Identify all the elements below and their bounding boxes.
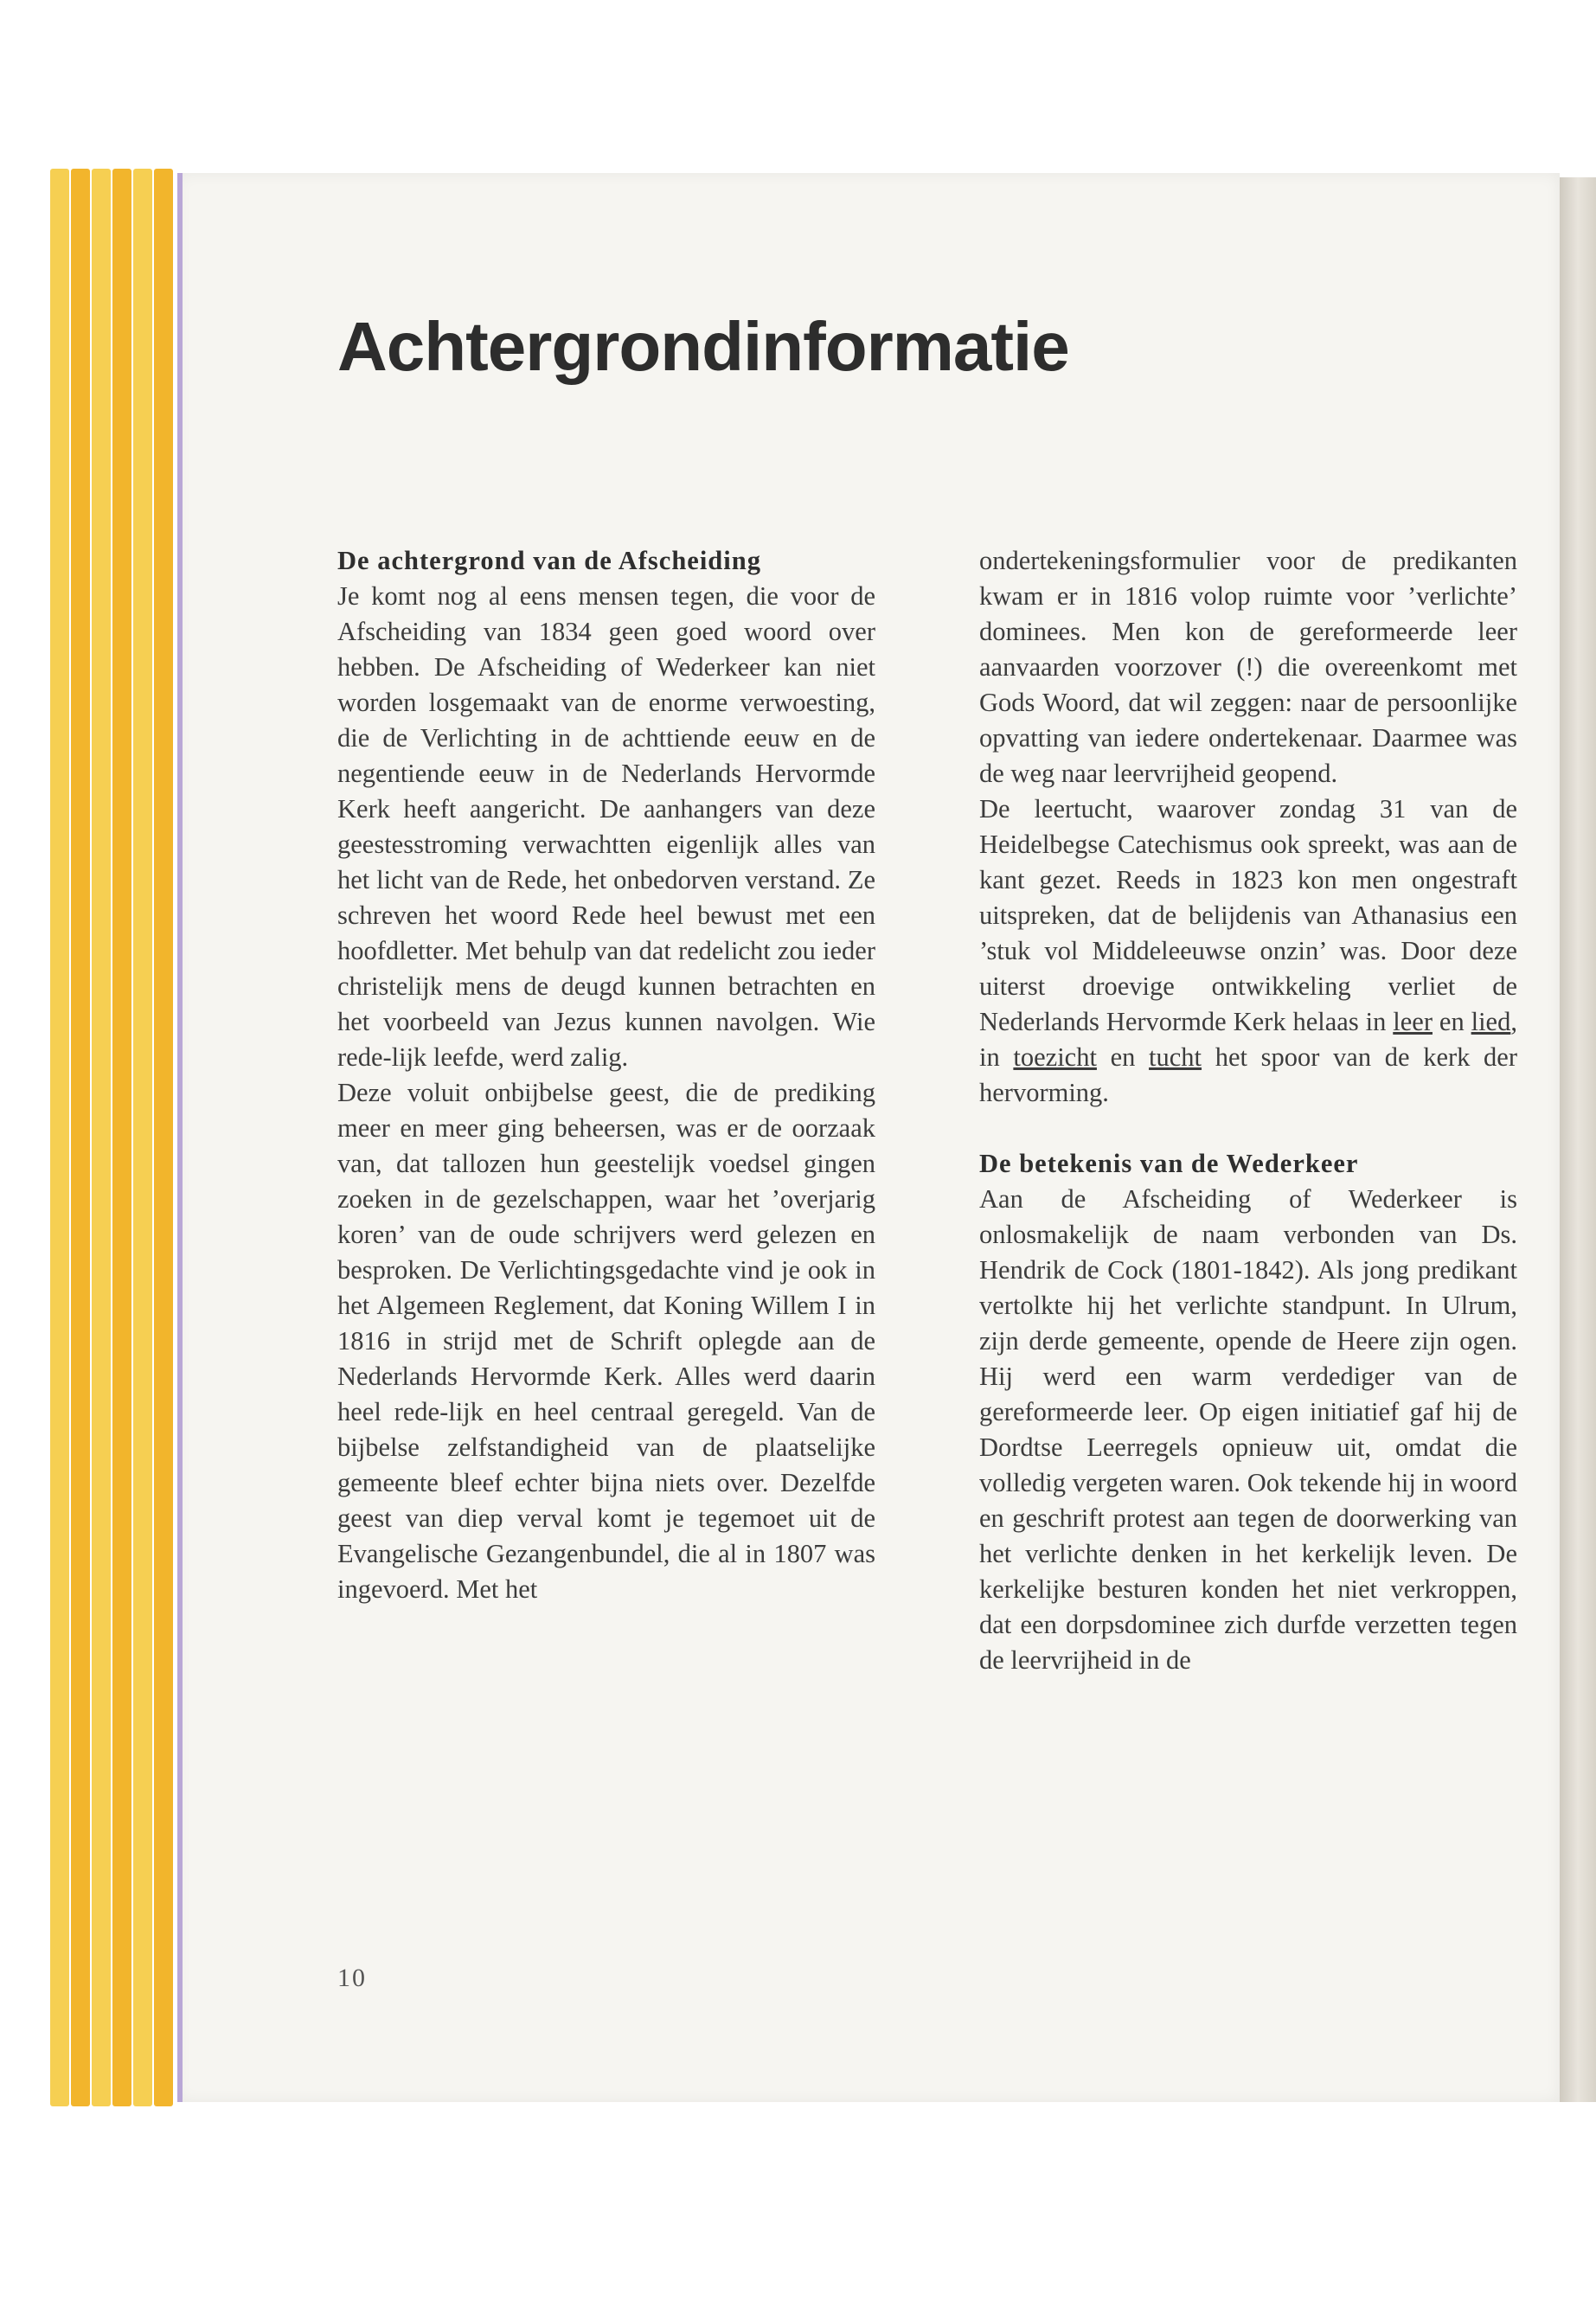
left-column bbox=[337, 543, 875, 1607]
underlined-word-toezicht: toezicht bbox=[1013, 1042, 1097, 1072]
page-number: 10 bbox=[337, 1964, 367, 1992]
paragraph: Je komt nog al eens mensen tegen, die voor de Afscheiding van 1834 geen goed woord over hebben. De Afscheiding of Wederkeer kan niet worden losgemaakt van de enorme verwoesting, die de Verlichting in de achttiende eeuw en de negentiende eeuw in de Nederlands Hervormde Kerk heeft aangericht. De aanhangers van deze geestesstroming verwachtten eigenlijk alles van het licht van de Rede, het onbedorven verstand. Ze schreven het woord Rede heel bewust met een hoofdletter. Met behulp van dat redelicht zou ieder christelijk mens de deugd kunnen betrachten en het voorbeeld van Jezus kunnen navolgen. Wie rede-lijk leefde, werd zalig. bbox=[337, 581, 875, 1072]
text-run: , in bbox=[979, 1007, 1517, 1072]
text-run: en bbox=[1432, 1007, 1471, 1036]
underlined-word-lied: lied bbox=[1471, 1007, 1511, 1036]
paragraph bbox=[979, 792, 1517, 1111]
paragraph: ondertekeningsformulier voor de predikanten kwam er in 1816 volop ruimte voor ’verlichte’ dominees. Men kon de gereformeerde leer aanvaarden voorzover (!) die overeenkomt met Gods Woord, dat wil zeggen: naar de persoonlijke opvatting van iedere ondertekenaar. Daarmee was de weg naar leervrijheid geopend. bbox=[979, 546, 1517, 788]
book-page-edges bbox=[50, 169, 180, 2106]
page-edge-1 bbox=[50, 169, 69, 2106]
underlined-word-tucht: tucht bbox=[1149, 1042, 1202, 1072]
section-title-wederkeer: De betekenis van de Wederkeer bbox=[979, 1149, 1359, 1178]
text-run: De leertucht, waarover zondag 31 van de Heidelbegse Catechismus ook spreekt, was aan de kant gezet. Reeds in 1823 kon men ongestraft uitspreken, dat de belijdenis van Athanasius een ’stuk vol Middeleeuwse onzin’ was. Door deze uiterst droevige ontwikkeling verliet de Nederlands Hervormde Kerk helaas in bbox=[979, 794, 1517, 1036]
page-edge-4 bbox=[112, 169, 131, 2106]
page-edge-2 bbox=[71, 169, 90, 2106]
spacer bbox=[979, 1111, 1517, 1146]
section-title-afscheiding: De achtergrond van de Afscheiding bbox=[337, 546, 761, 575]
right-column bbox=[979, 543, 1517, 1678]
page-edge-6 bbox=[154, 169, 173, 2106]
text-run: en bbox=[1096, 1042, 1150, 1072]
page-edge-5 bbox=[133, 169, 152, 2106]
paragraph: Deze voluit onbijbelse geest, die de prediking meer en meer ging beheersen, was er de oorzaak van, dat tallozen hun geestelijk voedsel gingen zoeken in de gezelschappen, waar het ’overjarig koren’ van de oude schrijvers werd gelezen en besproken. De Verlichtingsgedachte vind je ook in het Algemeen Reglement, dat Koning Willem I in 1816 in strijd met de Schrift oplegde aan de Nederlands Hervormde Kerk. Alles werd daarin heel rede-lijk en heel centraal geregeld. Van de bijbelse zelfstandigheid van de plaatselijke gemeente bleef echter bijna niets over. Dezelfde geest van diep verval komt je tegemoet uit de Evangelische Gezangenbundel, die al in 1807 was ingevoerd. Met het bbox=[337, 1078, 875, 1604]
next-page-edge bbox=[1560, 177, 1596, 2102]
page-edge-3 bbox=[92, 169, 111, 2106]
page-purple-edge bbox=[177, 173, 183, 2102]
underlined-word-leer: leer bbox=[1393, 1007, 1433, 1036]
page-title: Achtergrondinformatie bbox=[337, 308, 1069, 385]
paragraph: Aan de Afscheiding of Wederkeer is onlosmakelijk de naam verbonden van Ds. Hendrik de Cock (1801-1842). Als jong predikant vertolkte hij het verlichte standpunt. In Ulrum, zijn derde gemeente, opende de Heere zijn ogen. Hij werd een warm verdediger van de gereformeerde leer. Op eigen initiatief gaf hij de Dordtse Leerregels opnieuw uit, omdat die volledig vergeten waren. Ook tekende hij in woord en geschrift protest aan tegen de doorwerking van het verlichte denken in het kerkelijk leven. De kerkelijke besturen konden het niet verkroppen, dat een dorpsdominee zich durfde verzetten tegen de leervrijheid in de bbox=[979, 1184, 1517, 1675]
text-run: het spoor van de kerk der hervorming. bbox=[979, 1042, 1517, 1107]
